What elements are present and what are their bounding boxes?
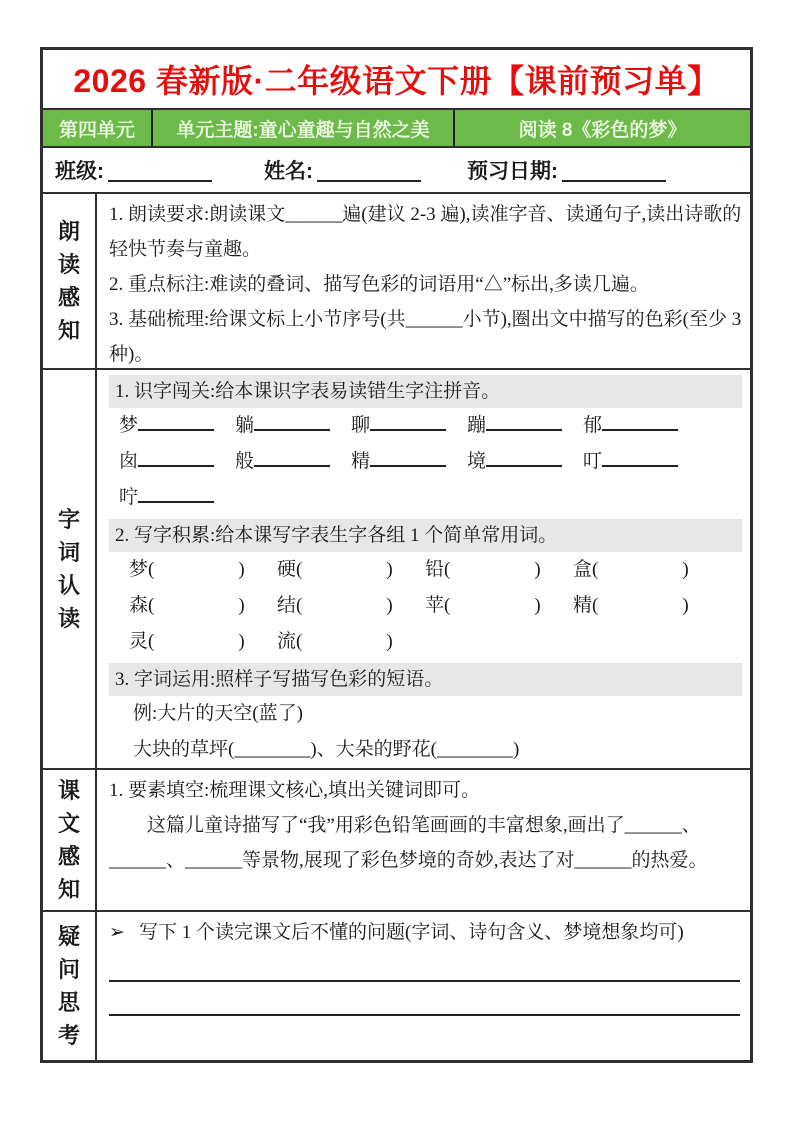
question-prompt-row <box>109 915 742 950</box>
character: 聊 <box>351 415 371 436</box>
close-paren: ) <box>238 595 245 616</box>
close-paren: ) <box>238 631 245 652</box>
pinyin-item <box>467 444 583 480</box>
open-paren: ( <box>296 631 303 652</box>
student-info-bar <box>43 148 750 192</box>
unit-header-bar <box>43 108 750 148</box>
word-item <box>277 588 425 624</box>
reading-item-3: 3. 基础梳理:给课文标上小节序号(共______小节),圈出文中描写的色彩(至少 3 种)。 <box>109 309 742 365</box>
pinyin-blank-line <box>370 445 446 467</box>
word-blank <box>302 610 386 611</box>
reading-item-1: 1. 朗读要求:朗读课文______遍(建议 2-3 遍),读准字音、读通句子,读出诗歌的轻快节奏与童趣。 <box>109 204 742 260</box>
pinyin-item <box>235 444 351 480</box>
date-label: 预习日期: <box>467 160 558 183</box>
character: 囱 <box>119 451 139 472</box>
close-paren: ) <box>386 631 393 652</box>
word-blank <box>598 610 682 611</box>
close-paren: ) <box>238 559 245 580</box>
character: 硬 <box>277 559 297 580</box>
close-paren: ) <box>682 595 689 616</box>
character: 梦 <box>119 415 139 436</box>
name-blank-line <box>317 158 421 182</box>
character: 灵 <box>129 631 149 652</box>
reading-content <box>97 194 750 368</box>
word-item <box>425 552 573 588</box>
pinyin-item <box>583 444 699 480</box>
word-item <box>129 588 277 624</box>
word-row-3 <box>129 624 742 660</box>
class-blank-line <box>108 158 212 182</box>
words-content <box>97 370 750 768</box>
word-blank <box>154 646 238 647</box>
reading-item-2: 2. 重点标注:难读的叠词、描写色彩的词语用“△”标出,多读几遍。 <box>109 274 649 295</box>
character: 盒 <box>573 559 593 580</box>
section-question-thinking <box>43 910 750 1060</box>
fill-in-header: 1. 要素填空:梳理课文核心,填出关键词即可。 <box>109 780 481 801</box>
character: 般 <box>235 451 255 472</box>
answer-line-2 <box>109 982 740 1016</box>
pinyin-blank-line <box>138 409 214 431</box>
pinyin-blank-line <box>486 409 562 431</box>
open-paren: ( <box>148 595 155 616</box>
word-item <box>277 624 425 660</box>
section-label-question: 疑问思考 <box>57 924 80 1048</box>
character: 咛 <box>119 487 139 508</box>
pinyin-blank-line <box>370 409 446 431</box>
pinyin-blank-line <box>486 445 562 467</box>
pinyin-blank-line <box>138 481 214 503</box>
pinyin-blank-line <box>138 445 214 467</box>
pinyin-item <box>119 408 235 444</box>
pinyin-blank-line <box>254 445 330 467</box>
character: 精 <box>351 451 371 472</box>
word-blank <box>302 574 386 575</box>
word-blank <box>450 574 534 575</box>
answer-line-1 <box>109 950 740 982</box>
section-word-recognition <box>43 368 750 768</box>
example-line: 例:大片的天空(蓝了) <box>133 703 303 724</box>
lesson-title: 阅读 8《彩色的梦》 <box>518 119 687 141</box>
section-label-words: 字词认读 <box>57 507 80 631</box>
section-text-perception <box>43 768 750 910</box>
section-reading-perception <box>43 192 750 368</box>
character: 梦 <box>129 559 149 580</box>
word-item <box>573 552 721 588</box>
pinyin-blank-line <box>602 409 678 431</box>
open-paren: ( <box>592 559 599 580</box>
pinyin-item <box>351 408 467 444</box>
character: 境 <box>467 451 487 472</box>
section-label-reading: 朗读感知 <box>57 219 80 343</box>
section-label-cell <box>43 912 97 1060</box>
word-item <box>425 588 573 624</box>
pinyin-item <box>583 408 699 444</box>
pinyin-blank-line <box>602 445 678 467</box>
word-row-1 <box>129 552 742 588</box>
pinyin-row-2 <box>119 444 742 480</box>
section-label-cell <box>43 770 97 910</box>
character: 苹 <box>425 595 445 616</box>
open-paren: ( <box>592 595 599 616</box>
practice-line: 大块的草坪(________)、大朵的野花(________) <box>133 739 520 760</box>
close-paren: ) <box>386 559 393 580</box>
pinyin-item <box>119 480 235 516</box>
arrow-bullet-icon: ➢ <box>109 922 125 943</box>
pinyin-item <box>351 444 467 480</box>
fill-in-body: 这篇儿童诗描写了“我”用彩色铅笔画画的丰富想象,画出了______、______、______等景物,展现了彩色梦境的奇妙,表达了对______的热爱。 <box>109 815 708 871</box>
task2-header: 2. 写字积累:给本课写字表生字各组 1 个简单常用词。 <box>109 519 742 552</box>
word-blank <box>302 646 386 647</box>
question-prompt: 写下 1 个读完课文后不懂的问题(字词、诗句含义、梦境想象均可) <box>139 922 684 943</box>
close-paren: ) <box>534 595 541 616</box>
unit-theme: 单元主题:童心童趣与自然之美 <box>153 110 455 146</box>
open-paren: ( <box>296 595 303 616</box>
character: 结 <box>277 595 297 616</box>
word-item <box>573 588 721 624</box>
word-item <box>129 552 277 588</box>
word-blank <box>154 574 238 575</box>
character: 精 <box>573 595 593 616</box>
word-blank <box>598 574 682 575</box>
character: 躺 <box>235 415 255 436</box>
character: 叮 <box>583 451 603 472</box>
character: 铅 <box>425 559 445 580</box>
word-row-2 <box>129 588 742 624</box>
class-label: 班级: <box>55 160 104 183</box>
text-perception-content <box>97 770 750 910</box>
date-blank-line <box>562 158 666 182</box>
open-paren: ( <box>148 631 155 652</box>
pinyin-item <box>235 408 351 444</box>
question-content <box>97 912 750 1060</box>
section-label-cell <box>43 194 97 368</box>
pinyin-item <box>467 408 583 444</box>
close-paren: ) <box>534 559 541 580</box>
worksheet-table <box>40 47 753 1063</box>
page-title: 2026 春新版·二年级语文下册【课前预习单】 <box>73 63 720 99</box>
pinyin-item <box>119 444 235 480</box>
word-item <box>277 552 425 588</box>
character: 森 <box>129 595 149 616</box>
task3-header: 3. 字词运用:照样子写描写色彩的短语。 <box>109 663 742 696</box>
character: 蹦 <box>467 415 487 436</box>
character: 流 <box>277 631 297 652</box>
section-label-cell <box>43 370 97 768</box>
character: 郁 <box>583 415 603 436</box>
open-paren: ( <box>296 559 303 580</box>
name-label: 姓名: <box>264 160 313 183</box>
word-blank <box>450 610 534 611</box>
pinyin-blank-line <box>254 409 330 431</box>
task1-header: 1. 识字闯关:给本课识字表易读错生字注拼音。 <box>109 375 742 408</box>
word-item <box>129 624 277 660</box>
open-paren: ( <box>444 559 451 580</box>
pinyin-row-1 <box>119 408 742 444</box>
open-paren: ( <box>444 595 451 616</box>
unit-number: 第四单元 <box>43 110 153 146</box>
open-paren: ( <box>148 559 155 580</box>
pinyin-row-3 <box>119 480 742 516</box>
close-paren: ) <box>682 559 689 580</box>
section-label-text: 课文感知 <box>57 778 80 902</box>
close-paren: ) <box>386 595 393 616</box>
word-blank <box>154 610 238 611</box>
